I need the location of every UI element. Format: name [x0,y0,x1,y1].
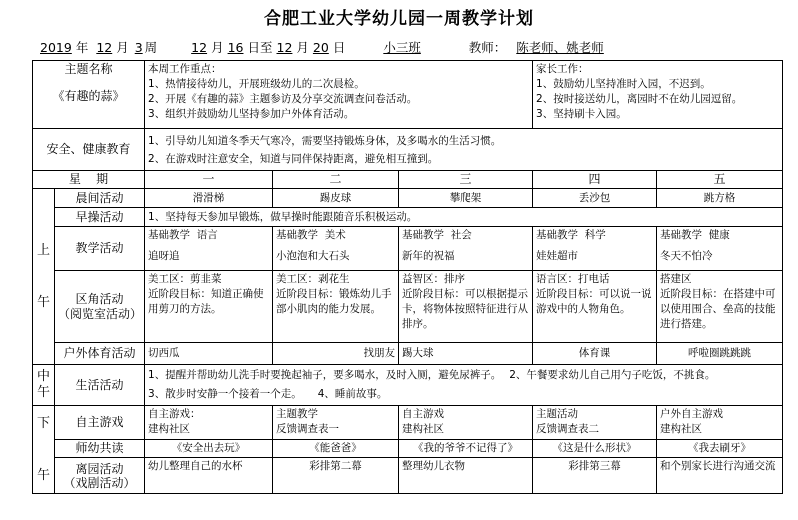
area-cell: 益智区：排序 近阶段目标：可以根据提示卡，将物体按照特征进行从排序。 [399,271,533,343]
weekday-fri: 五 [657,171,783,189]
work-focus-title: 本周工作重点： [148,63,222,75]
reading-cell: 《我的爷爷不记得了》 [399,440,533,458]
teaching-category: 基础教学 美术 [276,229,346,241]
leaving-cell: 彩排第二幕 [273,458,399,494]
outdoor-cell: 体育课 [533,343,657,365]
free-play-category: 主题教学 [276,408,319,420]
teaching-cell [399,227,533,271]
morning-activity-cell: 跳方格 [657,189,783,208]
life-row [33,365,783,406]
morning-activity-cell: 丢沙包 [533,189,657,208]
safety-item: 2、在游戏时注意安全，知道与同伴保持距离，避免相互撞到。 [148,152,439,165]
morning-activity-cell: 攀爬架 [399,189,533,208]
to-word: 日至 [247,40,273,55]
life-item: 4、睡前故事。 [317,388,388,400]
weekday-header-row [33,171,783,189]
outdoor-cell: 找朋友 [273,343,399,365]
outdoor-cell: 踢大球 [399,343,533,365]
month-unit: 月 [116,40,129,55]
free-play-name: 反馈调查表一 [276,423,340,435]
row-label-exercise: 早操活动 [55,208,145,227]
section-afternoon: 下 午 [33,406,55,494]
free-play-cell [145,406,273,440]
reading-row [33,440,783,458]
leaving-sub-label: （戏剧活动） [63,475,136,490]
area-cell: 搭建区 近阶段目标：在搭建中可以使用围合、垒高的技能进行搭建。 [657,271,783,343]
free-play-cell [657,406,783,440]
reading-cell: 《我去刷牙》 [657,440,783,458]
teacher-names: 陈老师、姚老师 [516,40,604,55]
leaving-cell: 幼儿整理自己的水杯 [145,458,273,494]
weekly-plan-table [32,60,783,494]
outdoor-cell: 呼啦圈跳跳跳 [657,343,783,365]
weekday-label: 星 期 [33,171,145,189]
safety-item: 1、引导幼儿知道冬季天气寒冷，需要坚持锻炼身体，及多喝水的生活习惯。 [148,134,502,147]
weekday-thu: 四 [533,171,657,189]
area-cell: 语言区：打电话 近阶段目标：可以说一说游戏中的人物角色。 [533,271,657,343]
class-name: 小三班 [383,40,421,55]
teaching-category: 基础教学 社会 [402,229,472,241]
row-label-morning-activity: 晨间活动 [55,189,145,208]
teaching-name: 小泡泡和大石头 [276,250,350,262]
to-day: 20 [312,40,329,55]
from-day: 16 [227,40,244,55]
leaving-label: 离园活动 [75,461,124,476]
teaching-cell [145,227,273,271]
theme-label: 主题名称 [64,62,113,76]
free-play-row [33,406,783,440]
teaching-cell [533,227,657,271]
to-month-unit: 月 [296,40,309,55]
morning-activity-cell: 滑滑梯 [145,189,273,208]
life-item: 2、午餐要求幼儿自己用勺子吃饭，不挑食。 [509,369,716,381]
reading-cell: 《这是什么形状》 [533,440,657,458]
area-row [33,271,783,343]
parent-work-cell [533,61,783,129]
area-cell: 美工区：剪韭菜 近阶段目标：知道正确使用剪刀的方法。 [145,271,273,343]
exercise-row [33,208,783,227]
week-value: 3 [134,40,143,55]
morning-activity-row [33,189,783,208]
month-value: 12 [96,40,113,55]
theme-name: 《有趣的蒜》 [52,89,125,103]
outdoor-cell: 切西瓜 [145,343,273,365]
weekday-tue: 二 [273,171,399,189]
free-play-name: 建构社区 [402,423,445,435]
parent-work-item: 3、坚持刷卡入园。 [536,108,627,120]
row-label-life: 生活活动 [55,365,145,406]
from-month-unit: 月 [211,40,224,55]
exercise-cell: 1、坚持每天参加早锻炼，做早操时能跟随音乐积极运动。 [145,208,783,227]
area-label: 区角活动 [75,291,124,306]
row-label-outdoor: 户外体育活动 [55,343,145,365]
free-play-category: 自主游戏： [148,408,201,420]
year-value: 2019 [40,40,72,55]
life-cell [145,365,783,406]
outdoor-row [33,343,783,365]
theme-row [33,61,783,129]
work-focus-cell [145,61,533,129]
row-label-free-play: 自主游戏 [55,406,145,440]
weekday-wed: 三 [399,171,533,189]
free-play-name: 建构社区 [660,423,703,435]
week-unit: 周 [144,40,158,55]
life-item: 3、散步时安静一个接着一个走。 [148,388,302,400]
from-month: 12 [191,40,208,55]
plan-info-line [36,38,610,56]
teaching-category: 基础教学 科学 [536,229,606,241]
safety-cell [145,129,783,171]
teaching-cell [657,227,783,271]
leaving-cell: 和个别家长进行沟通交流 [657,458,783,494]
leaving-cell: 彩排第三幕 [533,458,657,494]
teaching-row [33,227,783,271]
section-morning: 上 午 [33,189,55,365]
parent-work-item: 2、按时接送幼儿，离园时不在幼儿园逗留。 [536,93,743,105]
area-cell: 美工区：剥花生 近阶段目标：锻炼幼儿手部小肌肉的能力发展。 [273,271,399,343]
section-noon: 中 午 [33,365,55,406]
area-sub-label: （阅览室活动） [58,306,143,321]
leaving-row [33,458,783,494]
teacher-label: 教师： [468,40,507,55]
teaching-name: 追呀追 [148,250,180,262]
row-label-reading: 师幼共读 [55,440,145,458]
free-play-category: 主题活动 [536,408,579,420]
work-focus-item: 1、热情接待幼儿，开展班级幼儿的二次晨检。 [148,78,365,90]
teaching-name: 冬天不怕冷 [660,250,713,262]
weekday-mon: 一 [145,171,273,189]
row-label-area [55,271,145,343]
teaching-category: 基础教学 语言 [148,229,218,241]
free-play-category: 自主游戏 [402,408,445,420]
reading-cell: 《安全出去玩》 [145,440,273,458]
teaching-cell [273,227,399,271]
to-month: 12 [276,40,293,55]
work-focus-item: 3、组织并鼓励幼儿坚持参加户外体育活动。 [148,108,355,120]
row-label-teaching: 教学活动 [55,227,145,271]
work-focus-item: 2、开展《有趣的蒜》主题参访及分享交流调查问卷活动。 [148,93,418,105]
free-play-name: 反馈调查表二 [536,423,600,435]
teaching-category: 基础教学 健康 [660,229,730,241]
free-play-cell [273,406,399,440]
leaving-cell: 整理幼儿衣物 [399,458,533,494]
free-play-category: 户外自主游戏 [660,408,724,420]
free-play-cell [533,406,657,440]
teaching-name: 新年的祝福 [402,250,455,262]
free-play-cell [399,406,533,440]
teaching-name: 娃娃超市 [536,250,579,262]
row-label-leaving [55,458,145,494]
safety-label: 安全、健康教育 [33,129,145,171]
safety-row [33,129,783,171]
year-unit: 年 [75,40,89,55]
parent-work-item: 1、鼓励幼儿坚持准时入园，不迟到。 [536,78,711,90]
page-title: 合肥工业大学幼儿园一周教学计划 [264,9,534,29]
reading-cell: 《能爸爸》 [273,440,399,458]
parent-work-title: 家长工作： [536,63,589,75]
life-item: 1、提醒并帮助幼儿洗手时要挽起袖子，要多喝水，及时入厕，避免尿裤子。 [148,369,502,381]
free-play-name: 建构社区 [148,423,191,435]
to-day-unit: 日 [332,40,346,55]
theme-cell [33,61,145,129]
morning-activity-cell: 踢皮球 [273,189,399,208]
